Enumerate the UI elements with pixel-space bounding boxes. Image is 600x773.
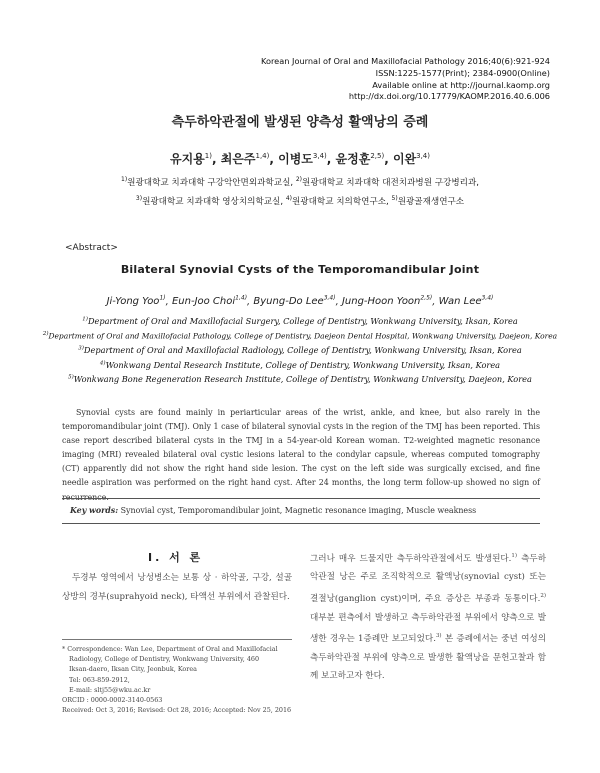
korean-affiliation-line-2: $^{3)}$원광대학교 치과대학 영상치의학교실, $^{4)}$원광대학교 치의학연구소, $^{5)}$원광골재생연구소: [135, 195, 465, 207]
author-ko-3: 이병도$^{3,4)}$: [278, 152, 327, 166]
intro-paragraph-left: 두경부 영역에서 낭성병소는 보통 상 · 하악골, 구강, 설골 상방의 경부(suprahyoid neck), 타액선 부위에서 관찰된다.: [62, 573, 292, 602]
english-affiliation-1: $^{1)}$Department of Oral and Maxillofacial Surgery, College of Dentistry, Wonkwang University, Iksan, Korea: [82, 316, 518, 326]
author-ko-2: 최은주$^{1,4)}$: [220, 152, 270, 166]
footnote-line: Tel: 063-859-2912,: [69, 675, 130, 684]
author-ko-5: 이완$^{3,4)}$: [392, 152, 430, 166]
citation-1: 1): [511, 553, 518, 559]
journal-issn: ISSN:1225-1577(Print); 2384-0900(Online): [375, 67, 550, 78]
footnote-line: Radiology, College of Dentistry, Wonkwang University, 460: [69, 655, 260, 664]
author-ko-1: 유지용$^{1)}$: [170, 152, 212, 166]
abstract-paragraph: Synovial cysts are found mainly in periarticular areas of the wrist, ankle, and knee, but also rarely in the temporomandibular joint (TMJ). Only 1 case of bilateral synovial cysts in the region of the TMJ has been reported. This case report described bilateral cysts in the TMJ in a 54-year-old Korean woman. T2-weighted magnetic resonance imaging (MRI) revealed bilateral oval cystic lesions lateral to the condylar capsule, whereas computed tomography (CT) apparently did not show the right hand side lesion. The cyst on the left side was surgically excised, and fine needle aspiration was performed on the right hand cyst. After 24 months, the long term follow-up showed no sign of: [62, 408, 540, 488]
author-ko-4: 윤정훈$^{2,5)}$: [335, 152, 385, 166]
abstract-body: [62, 406, 540, 505]
korean-affiliation-line-1: $^{1)}$원광대학교 치과대학 구강악안면외과학교실, $^{2)}$원광대학교 치과대학 대전치과병원 구강병리과,: [121, 176, 479, 188]
english-authors: Ji-Yong Yoo$^{1)}$, Eun-Joo Choi$^{1,4)}$, Byung-Do Lee$^{3,4)}$, Jung-Hoon Yoon$^{2,5)}$, Wan Lee$^{3,4)}$: [106, 295, 494, 308]
english-affiliation-5: $^{5)}$Wonkwang Bone Regeneration Research Institute, College of Dentistry, Wonkwang University, Daejeon, Korea: [68, 374, 532, 384]
footnote-rule: [62, 639, 292, 640]
intro-paragraph-right: 그러나 매우 드물지만 측두하악관절에서도 발생된다.$^{1)}$ 측두하악관절 낭은 주로 조직학적으로 활액낭(synovial cyst) 또는 결절낭(ganglion cyst)이며, 주요 증상은 부종과 동통이다.$^{2)}$ 대부분 편측에서 발생하고 측두하악관절 부위에서 양측으로 발생한 경우는 1증례만 보고되었다.$^{3)}$ 본 증례에서는 중년 여성의 측두하악관절 부위에 양측으로 발생한 활액낭을 문헌고찰과 함께 보고하고자 한다.: [310, 553, 546, 682]
korean-title: 측두하악관절에 발생된 양측성 활액낭의 증례: [171, 115, 429, 130]
english-affiliation-4: $^{4)}$Wonkwang Dental Research Institute, College of Dentistry, Wonkwang University, Iksan, Korea: [99, 360, 501, 370]
left-column-text: [62, 569, 292, 606]
english-title: Bilateral Synovial Cysts of the Temporomandibular Joint: [120, 263, 480, 276]
korean-authors: 유지용$^{1)}$, 최은주$^{1,4)}$, 이병도$^{3,4)}$, 윤정훈$^{2,5)}$, 이완$^{3,4)}$: [170, 152, 430, 166]
right-column-text: [310, 547, 546, 686]
journal-header: [130, 56, 550, 103]
footnote-email[interactable]: E-mail: sltj55@wku.ac.kr: [69, 685, 151, 694]
footnote-line: * Correspondence: Wan Lee, Department of Oral and Maxillofacial: [62, 645, 278, 653]
citation-2: 2): [540, 593, 546, 600]
author-en-3: Byung-Do Lee$^{3,4)}$: [253, 295, 336, 308]
author-en-5: Wan Lee$^{3,4)}$: [438, 295, 494, 308]
keywords: [70, 506, 476, 515]
keywords-label: Key words:: [70, 506, 119, 515]
keywords-bottom-rule: [62, 523, 540, 524]
abstract-label: <Abstract>: [65, 243, 118, 253]
english-affiliation-3: $^{3)}$Department of Oral and Maxillofacial Radiology, College of Dentistry, Wonkwang University, Iksan, Korea: [78, 345, 522, 355]
english-affiliation-2: $^{2)}$Department of Oral and Maxillofacial Pathology, College of Dentistry, Daejeon Dental Hospital, Wonkwang University, Daejeon, Korea: [42, 331, 558, 341]
journal-doi-link[interactable]: http://dx.doi.org/10.17779/KAOMP.2016.40.6.006: [348, 91, 550, 102]
keywords-text: Synovial cyst, Temporomandibular joint, Magnetic resonance imaging, Muscle weakness: [118, 506, 477, 515]
footnote-dates: Received: Oct 3, 2016; Revised: Oct 28, 2016; Accepted: Nov 25, 2016: [62, 706, 292, 715]
author-en-1: Ji-Yong Yoo$^{1)}$: [106, 295, 166, 308]
citation-3: 3): [435, 633, 442, 640]
journal-online: Available online at http://journal.kaomp.org: [372, 79, 550, 90]
correspondence-footnote: [62, 644, 292, 715]
section-title-introduction: Ⅰ. 서 론: [148, 551, 204, 564]
footnote-orcid: ORCID : 0000-0002-3140-0563: [62, 696, 163, 705]
keywords-top-rule: [62, 498, 540, 499]
journal-citation: Korean Journal of Oral and Maxillofacial Pathology 2016;40(6):921-924: [261, 56, 550, 66]
footnote-line: Iksan-daero, Iksan City, Jeonbuk, Korea: [69, 665, 197, 674]
author-en-2: Eun-Joo Choi$^{1,4)}$: [171, 295, 248, 308]
author-en-4: Jung-Hoon Yoon$^{2,5)}$: [341, 295, 433, 308]
